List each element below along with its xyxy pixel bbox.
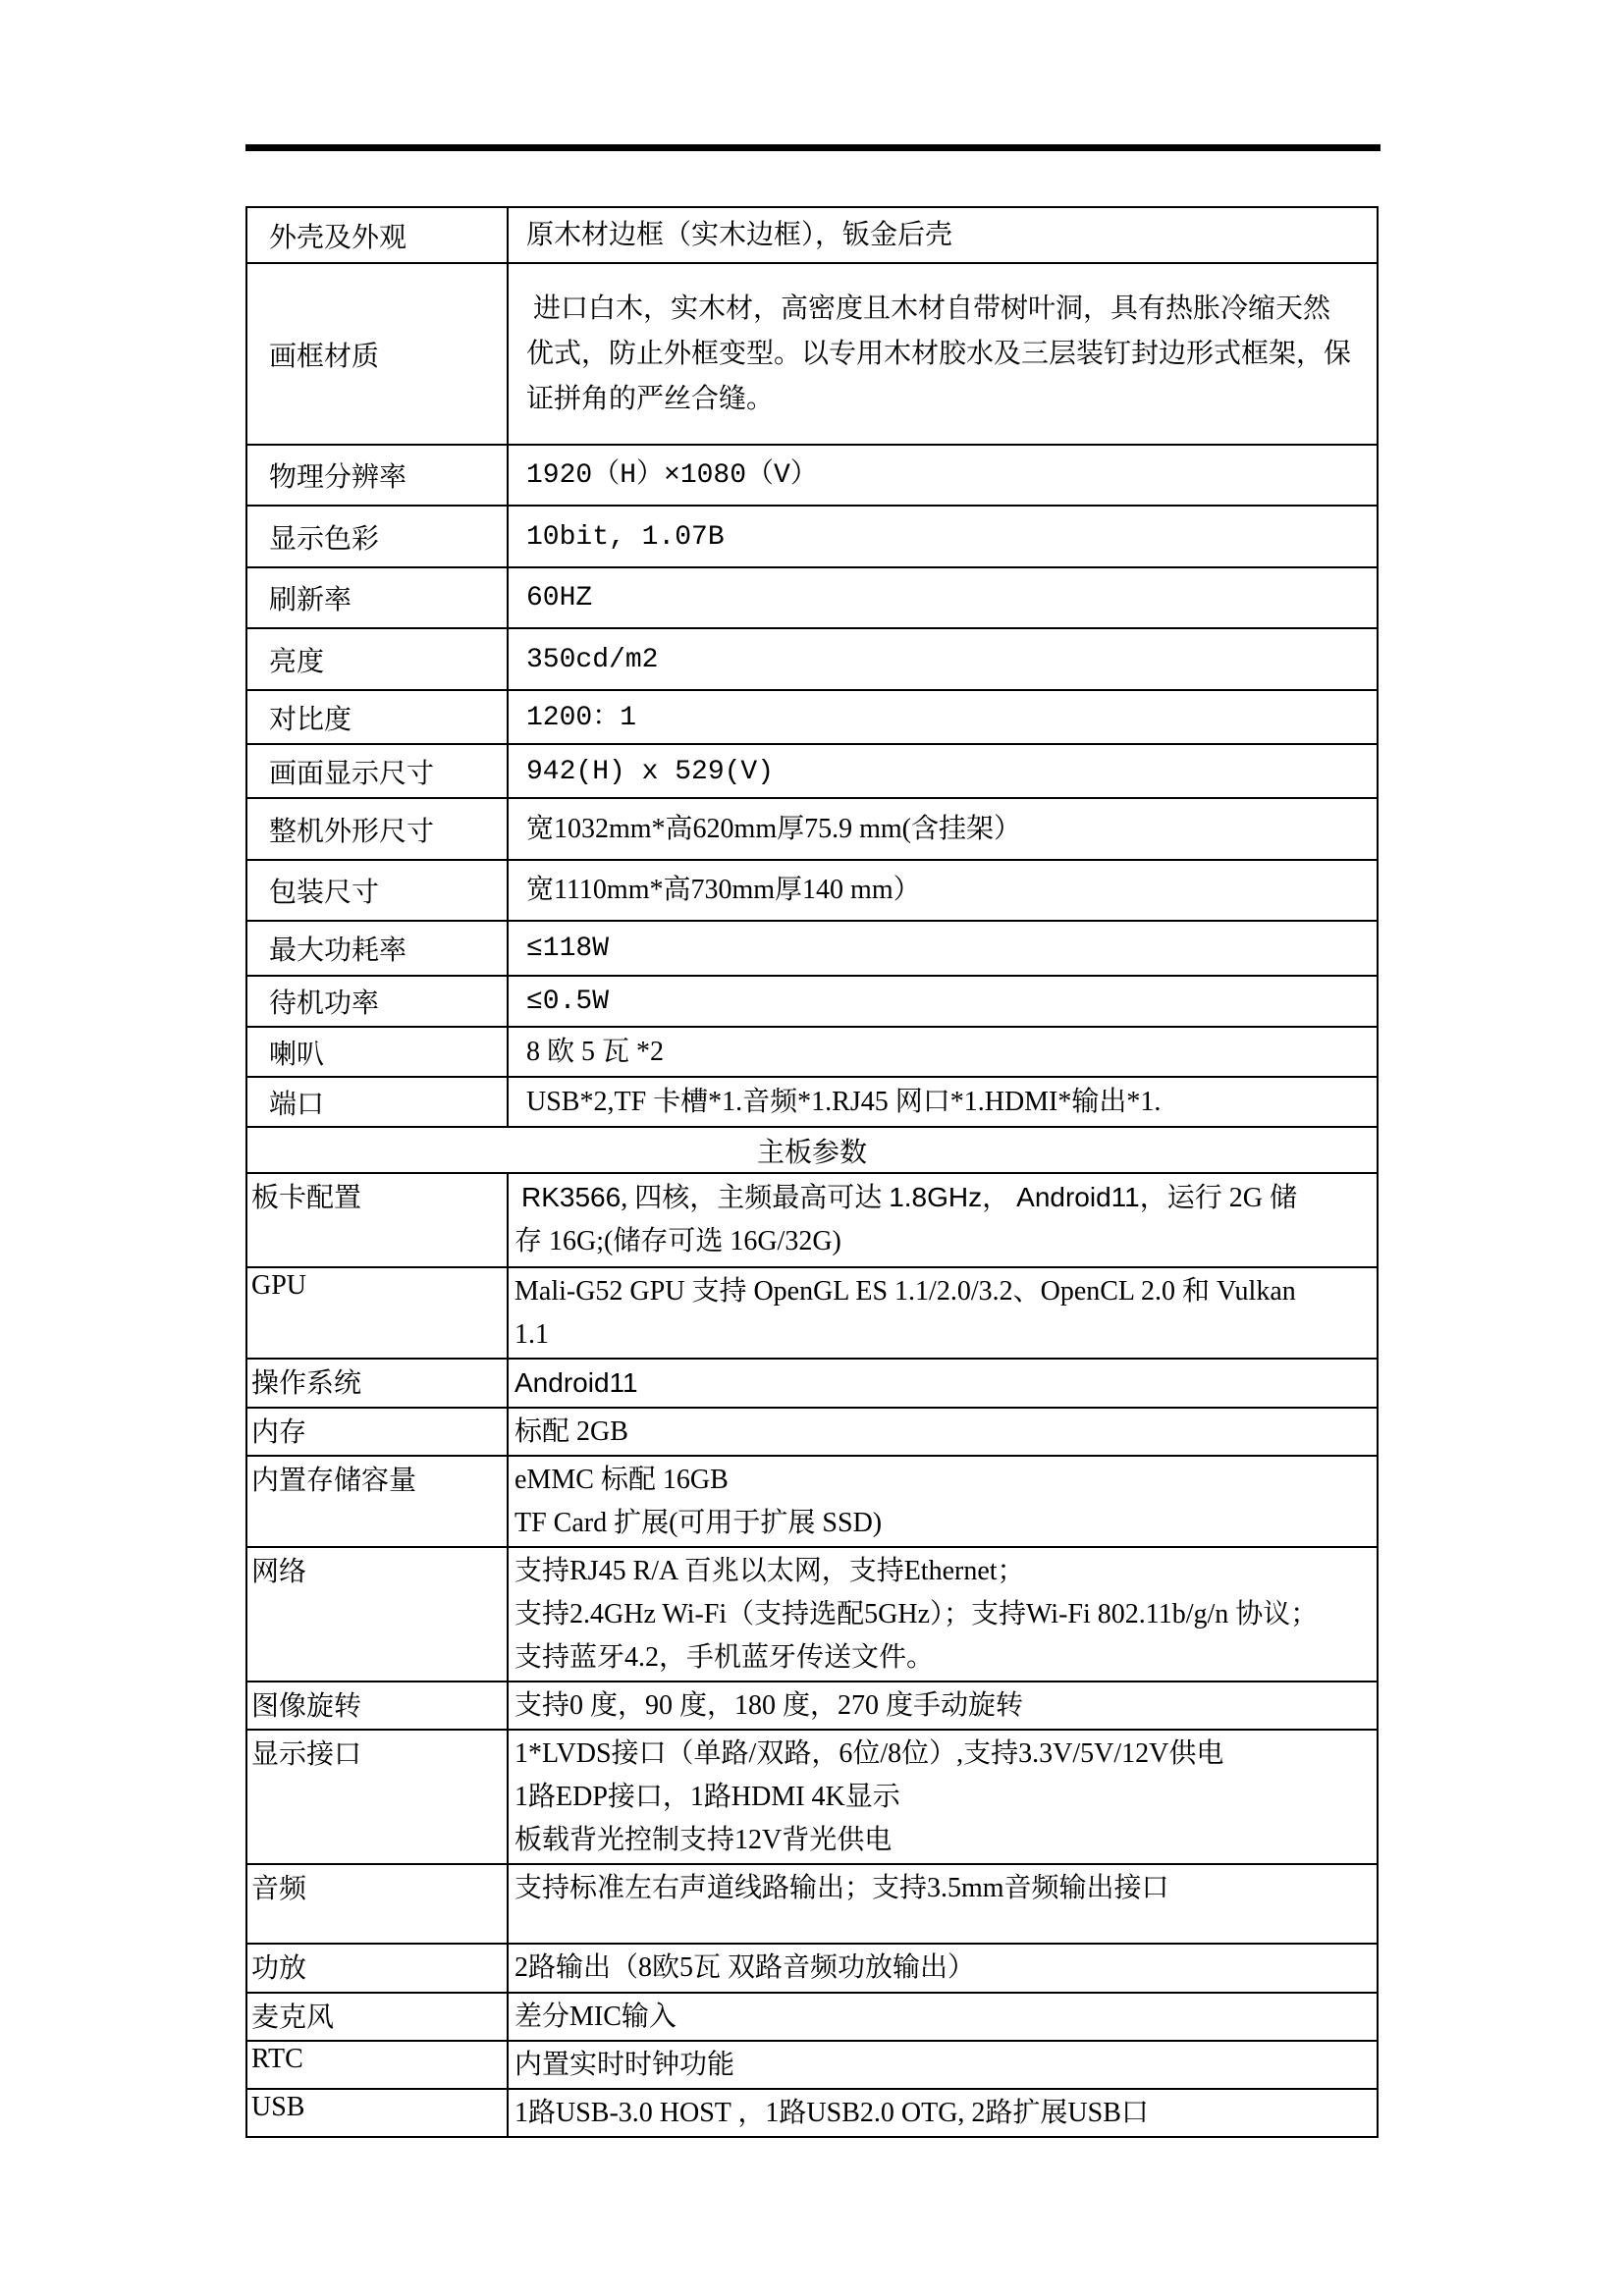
- spec-value: [508, 921, 1378, 976]
- spec-label: 对比度: [246, 690, 508, 744]
- table-row: [246, 1408, 1378, 1456]
- spec-label: 画面显示尺寸: [246, 744, 508, 798]
- spec-value-line: 支持蓝牙4.2，手机蓝牙传送文件。: [514, 1642, 935, 1673]
- spec-value-line: 板载背光控制支持12V背光供电: [514, 1825, 893, 1855]
- spec-value-line: 宽1032mm*高620mm厚75.9 mm(含挂架）: [526, 813, 1022, 844]
- spec-label: 操作系统: [246, 1359, 508, 1408]
- spec-value: [508, 1864, 1378, 1944]
- table-row: [246, 1456, 1378, 1547]
- spec-label: 内存: [246, 1408, 508, 1456]
- table-row: [246, 1173, 1378, 1267]
- table-row: [246, 1547, 1378, 1682]
- table-row: [246, 506, 1378, 567]
- spec-value-line: ≤118W: [526, 934, 610, 964]
- spec-value-line: ≤0.5W: [526, 987, 610, 1017]
- spec-value: [508, 567, 1378, 628]
- spec-label: 麦克风: [246, 1993, 508, 2041]
- table-row: [246, 1730, 1378, 1864]
- spec-label: 显示色彩: [246, 506, 508, 567]
- table-row: [246, 1993, 1378, 2041]
- spec-value-line: 进口白木，实木材，高密度且木材自带树叶洞，具有热胀冷缩天然: [526, 293, 1331, 324]
- spec-label: 图像旋转: [246, 1682, 508, 1730]
- table-row: [246, 860, 1378, 921]
- spec-label: 画框材质: [246, 263, 508, 445]
- spec-value-line: 宽1110mm*高730mm厚140 mm）: [526, 875, 921, 905]
- table-row: [246, 1359, 1378, 1408]
- spec-value-line: 支持2.4GHz Wi-Fi（支持选配5GHz）；支持Wi-Fi 802.11b/g/n 协议；: [514, 1599, 1319, 1629]
- table-row: [246, 921, 1378, 976]
- spec-value: [508, 1027, 1378, 1077]
- spec-value: [508, 798, 1378, 860]
- spec-label: 内置存储容量: [246, 1456, 508, 1547]
- spec-value-line: 支持RJ45 R/A 百兆以太网，支持Ethernet；: [514, 1556, 1025, 1586]
- spec-label: 刷新率: [246, 567, 508, 628]
- spec-label: 板卡配置: [246, 1173, 508, 1267]
- spec-value-line: 350cd/m2: [526, 644, 659, 675]
- spec-value-line: 1920（H）×1080（V）: [526, 460, 818, 491]
- spec-value: [508, 1547, 1378, 1682]
- table-row: [246, 263, 1378, 445]
- spec-label: 端口: [246, 1077, 508, 1127]
- table-row: [246, 1864, 1378, 1944]
- table-row: [246, 690, 1378, 744]
- spec-value-line: 1*LVDS接口（单路/双路，6位/8位）,支持3.3V/5V/12V供电: [514, 1738, 1224, 1769]
- spec-value-line: 1路USB-3.0 HOST ，1路USB2.0 OTG, 2路扩展USB口: [514, 2098, 1149, 2128]
- spec-value-line: 1路EDP接口，1路HDMI 4K显示: [514, 1782, 900, 1812]
- spec-value-line: USB*2,TF 卡槽*1.音频*1.RJ45 网口*1.HDMI*输出*1.: [526, 1086, 1162, 1117]
- spec-value-line: 60HZ: [526, 583, 593, 614]
- spec-value: [508, 628, 1378, 690]
- spec-value-line: Mali-G52 GPU 支持 OpenGL ES 1.1/2.0/3.2、OpenCL 2.0 和 Vulkan: [514, 1276, 1296, 1307]
- spec-label: 亮度: [246, 628, 508, 690]
- spec-value: [508, 860, 1378, 921]
- table-row: [246, 1027, 1378, 1077]
- spec-value: [508, 1408, 1378, 1456]
- spec-value: [508, 2041, 1378, 2089]
- spec-label: 功放: [246, 1944, 508, 1993]
- spec-value-line: 1.1: [514, 1319, 549, 1350]
- spec-value: [508, 1359, 1378, 1408]
- spec-label: 整机外形尺寸: [246, 798, 508, 860]
- spec-value-line: RK3566, 四核，主频最高可达 1.8GHz， Android11，运行 2G 储: [521, 1182, 1297, 1213]
- spec-value-line: 原木材边框（实木边框），钣金后壳: [526, 219, 953, 250]
- spec-value: [508, 976, 1378, 1027]
- table-row: [246, 1267, 1378, 1359]
- spec-value-line: Android11: [514, 1367, 638, 1398]
- spec-value-line: 支持0 度，90 度，180 度，270 度手动旋转: [514, 1690, 1024, 1721]
- table-row: [246, 207, 1378, 263]
- spec-value-line: 标配 2GB: [514, 1416, 628, 1447]
- table-row: [246, 567, 1378, 628]
- spec-value-line: 证拼角的严丝合缝。: [526, 383, 775, 414]
- spec-value-line: eMMC 标配 16GB: [514, 1465, 729, 1495]
- table-row: [246, 798, 1378, 860]
- table-row: [246, 628, 1378, 690]
- table-row: [246, 2089, 1378, 2137]
- spec-value: [508, 207, 1378, 263]
- spec-value: [508, 1173, 1378, 1267]
- spec-label: 包装尺寸: [246, 860, 508, 921]
- spec-label: 待机功率: [246, 976, 508, 1027]
- spec-value: [508, 690, 1378, 744]
- spec-value: [508, 1944, 1378, 1993]
- table-row: [246, 1944, 1378, 1993]
- spec-value: [508, 1730, 1378, 1864]
- spec-table: [245, 206, 1379, 2138]
- spec-value: [508, 2089, 1378, 2137]
- spec-label: 最大功耗率: [246, 921, 508, 976]
- table-row: [246, 976, 1378, 1027]
- section-header-mainboard: 主板参数: [246, 1127, 1378, 1173]
- spec-label: 网络: [246, 1547, 508, 1682]
- top-rule: [245, 144, 1380, 151]
- spec-value-line: TF Card 扩展(可用于扩展 SSD): [514, 1508, 883, 1538]
- spec-value-line: 优式，防止外框变型。以专用木材胶水及三层装钉封边形式框架，保: [526, 338, 1352, 369]
- spec-value-line: 内置实时时钟功能: [514, 2050, 735, 2080]
- spec-value-line: 942(H) x 529(V): [526, 756, 775, 787]
- table-row: [246, 445, 1378, 506]
- spec-label: 显示接口: [246, 1730, 508, 1864]
- spec-value: [508, 1456, 1378, 1547]
- spec-value: [508, 263, 1378, 445]
- table-row: [246, 744, 1378, 798]
- table-row: [246, 1077, 1378, 1127]
- spec-value-line: 1200：1: [526, 702, 637, 733]
- spec-label: 音频: [246, 1864, 508, 1944]
- spec-value: [508, 1682, 1378, 1730]
- spec-value: [508, 1077, 1378, 1127]
- spec-value-line: 8 欧 5 瓦 *2: [526, 1036, 665, 1067]
- spec-value-line: 存 16G;(储存可选 16G/32G): [514, 1226, 841, 1256]
- spec-label: GPU: [246, 1267, 508, 1359]
- table-row: [246, 2041, 1378, 2089]
- spec-label: 喇叭: [246, 1027, 508, 1077]
- spec-value-line: 2路输出（8欧5瓦 双路音频功放输出）: [514, 1952, 976, 1983]
- spec-value: [508, 1267, 1378, 1359]
- spec-value: [508, 744, 1378, 798]
- table-row: [246, 1682, 1378, 1730]
- spec-value-line: 10bit, 1.07B: [526, 521, 725, 553]
- spec-label: 外壳及外观: [246, 207, 508, 263]
- spec-value: [508, 1993, 1378, 2041]
- table-section-row: [246, 1127, 1378, 1173]
- spec-label: USB: [246, 2089, 508, 2137]
- spec-label: RTC: [246, 2041, 508, 2089]
- spec-value: [508, 445, 1378, 506]
- spec-value-line: 支持标准左右声道线路输出；支持3.5mm音频输出接口: [514, 1873, 1169, 1903]
- spec-value-line: 差分MIC输入: [514, 2002, 677, 2032]
- spec-table-container: [245, 206, 1379, 2138]
- spec-label: 物理分辨率: [246, 445, 508, 506]
- spec-value: [508, 506, 1378, 567]
